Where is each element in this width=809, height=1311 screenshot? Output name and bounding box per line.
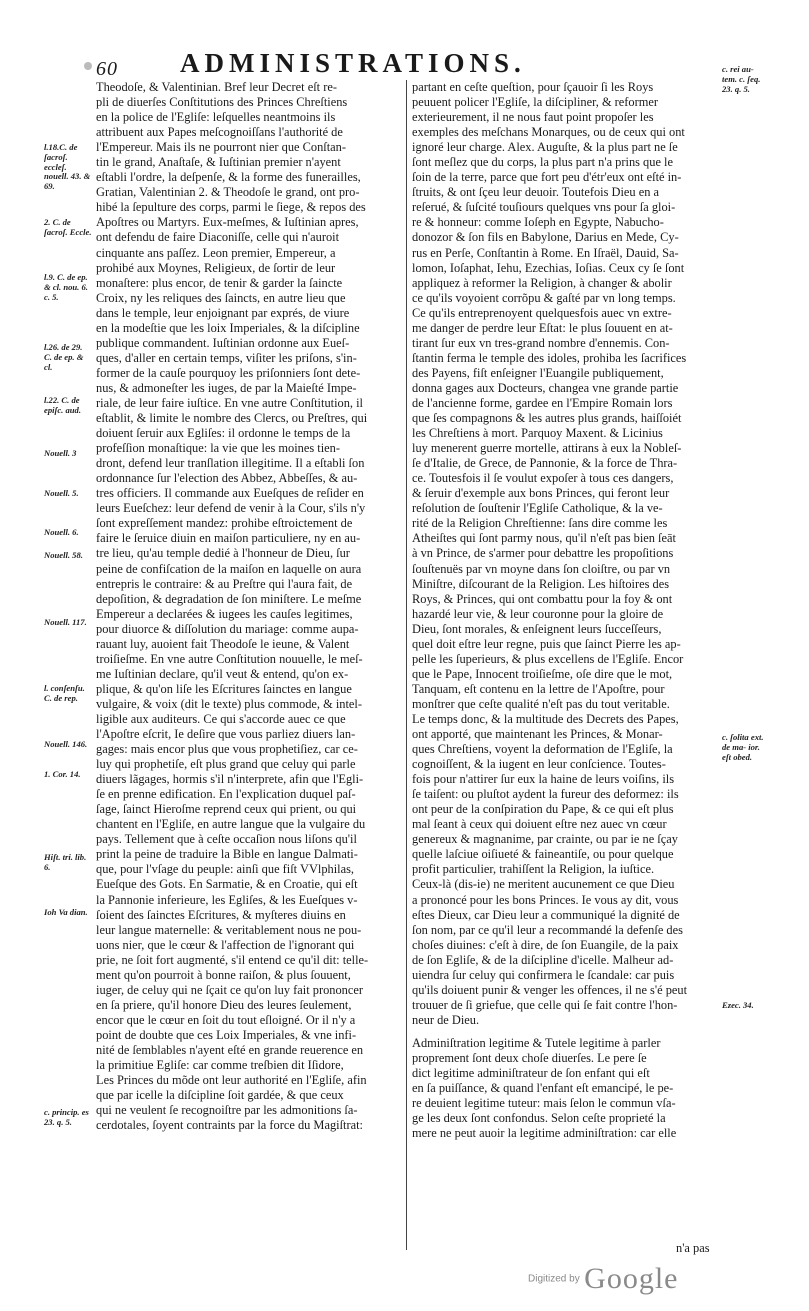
text-line: encor que le cœur en ſoit du tout eſloigné. Or il n'y a: [96, 1012, 356, 1027]
text-line: quel doit eſtre leur regne, puis que ſainct Pierre les ap-: [412, 636, 681, 651]
text-line: re deuient legitime tuteur: mais ſelon le commun vſa-: [412, 1096, 676, 1111]
text-line: ſouſtenuës par vn moyne dans ſon cloiſtre, ou par vn: [412, 561, 671, 576]
catchword: n'a pas: [676, 1241, 710, 1255]
text-line: de ſon Egliſe, & de la diſcipline d'icelle. Malheur ad-: [412, 952, 674, 967]
text-line: les Chreſtiens à mort. Parquoy Maxent. & Licinius: [412, 426, 663, 441]
text-line: peine de confiſcation de la maiſon en laquelle on aura: [96, 561, 362, 576]
text-line: ques, d'aller en certain temps, viſiter les priſons, s'in-: [96, 350, 357, 365]
text-line: que, pour l'vſage du peuple: ainſi que fiſt VVlphilas,: [96, 862, 355, 877]
text-line: cerdotales, ſoyent contraints par la force du Magiſtrat:: [96, 1118, 363, 1133]
text-line: Tanquam, eſt contenu en la lettre de l'Apoſtre, pour: [412, 681, 665, 696]
text-line: re & honneur: comme Ioſeph en Egypte, Nabucho-: [412, 215, 664, 230]
margin-note: c. princip. es 23. q. 5.: [44, 1107, 89, 1127]
text-line: Le temps donc, & la multitude des Decrets des Papes,: [412, 711, 679, 726]
text-line: en ſa puiſſance, & quand l'enfant eſt emancipé, le pe-: [412, 1081, 674, 1096]
text-line: Empereur a declarées & iugees les cauſes legitimes,: [96, 606, 353, 621]
text-line: ordonnance ſur l'election des Abbez, Abbeſſes, & au-: [96, 471, 358, 486]
text-line: leurs Eueſchez: leur defend de venir à la Cour, s'ils n'y: [96, 501, 366, 516]
text-line: Atheiſtes qui ſont parmy nous, qu'il n'eſt pas bien ſeāt: [412, 531, 676, 546]
text-line: me Iuſtinian declare, qu'il veut & entend, qu'on ex-: [96, 666, 349, 681]
text-line: rauant luy, auoient fait Theodoſe le ieune, & Valent: [96, 636, 350, 651]
text-line: leur langue maternelle: & veritablement nous ne pou-: [96, 922, 362, 937]
margin-note: l.18.C. de ſacroſ. eccleſ. nouell. 43. & 69.: [44, 142, 91, 192]
text-line: en ſa priere, qu'il honore Dieu des leures ſeulement,: [96, 997, 352, 1012]
text-line: ſont meſlez que du corps, la plus part n'a prins que le: [412, 155, 673, 170]
margin-note: Nouell. 6.: [44, 527, 79, 537]
text-line: dans le temple, leur enjoignant par exprés, de viure: [96, 305, 350, 320]
text-line: Miniſtre, diſcourant de la Religion. Les hiſtoires des: [412, 576, 670, 591]
google-logo: Google: [584, 1262, 679, 1295]
text-line: ce qu'ils voyoient corrõpu & gaſté par vn long temps.: [412, 290, 676, 305]
text-line: diuers lãgages, hormis s'il n'interprete, afin que l'Egli-: [96, 772, 364, 787]
text-line: que le Pape, Innocent troiſieſme, oſe dire que le mot,: [412, 666, 673, 681]
text-line: pour diuorce & diſſolution du mariage: comme aupa-: [96, 621, 359, 636]
margin-note: Hiſt. tri. lib. 6.: [44, 852, 87, 872]
text-line: hibé la ſepulture des corps, parmi le ſiege, & repos des: [96, 200, 366, 215]
text-line: choſes diuines: c'eſt à dire, de ſon Euangile, de la paix: [412, 937, 679, 952]
text-line: donozor & ſon fils en Babylone, Darius en Mede, Cy-: [412, 230, 679, 245]
text-line: point de doubte que ces Loix Imperiales, & vne infi-: [96, 1027, 357, 1042]
text-line: nité de ſemblables n'ayent eſté en grande reuerence en: [96, 1043, 364, 1057]
right-text-column: [412, 80, 718, 1141]
text-line: mal ſeant à ceux qui doiuent eſtre nez auec vn cœur: [412, 817, 667, 832]
text-line: pli de diuerſes Conſtitutions des Princes Chreſtiens: [96, 95, 348, 110]
margin-note: Nouell. 5.: [44, 488, 79, 498]
text-line: qu'ils doiuent punir & venger les offences, il ne s'é peut: [412, 982, 688, 997]
margin-note: 1. Cor. 14.: [44, 769, 81, 779]
text-line: ſe en prenne edification. En l'explication duquel paſ-: [96, 787, 356, 802]
text-line: ques Chreſtiens, voyent la deformation de l'Egliſe, la: [412, 742, 673, 757]
text-line: ſe taiſent: ou pluſtot aydent la fureur des deformez: ils: [412, 787, 679, 802]
text-line: Theodoſe, & Valentinian. Bref leur Decret eſt re-: [96, 80, 337, 94]
text-line: a prononcé pour les bons Princes. Ie vous ay dit, vous: [412, 892, 679, 907]
margin-note: c. ſolita ext. de ma- ior. eſt obed.: [722, 732, 764, 762]
text-line: pays. Tellement que à ceſte occaſion nous liſons qu'il: [96, 832, 357, 847]
text-line: print la peine de traduire la Bible en langue Dalmati-: [96, 847, 358, 862]
page-number: 60: [96, 58, 118, 80]
text-line: rité de la Religion Chreſtienne: ſans dire comme les: [412, 516, 668, 531]
text-line: que par icelle la diſcipline ſoit gardée, & que ceux: [96, 1088, 344, 1103]
text-line: que ſes compagnons & les autres plus grands, haiſſoiét: [412, 411, 682, 426]
text-line: la primitiue Egliſe: car comme treſbien dit Iſidore,: [96, 1058, 344, 1073]
text-line: plique, & qu'on liſe les Eſcritures ſainctes en langue: [96, 681, 352, 696]
text-line: en la modeſtie que les loix Imperiales, & la diſcipline: [96, 320, 360, 335]
paragraph-gap: [412, 1028, 718, 1036]
text-line: Roys, & Princes, qui ont combattu pour la foy & ont: [412, 591, 673, 606]
text-line: chantent en l'Egliſe, en autre langue que la vulgaire du: [96, 817, 366, 832]
text-line: ſont expreſſement mandez: prohibe eſtroictement de: [96, 516, 353, 531]
margin-note: l.26. de 29. C. de ep. & cl.: [44, 342, 84, 372]
text-line: en la police de l'Egliſe: leſquelles neantmoins ils: [96, 110, 336, 125]
margin-note: Nouell. 58.: [44, 550, 83, 560]
text-line: ſtantin ferma le temple des idoles, prohiba les ſacrifices: [412, 350, 687, 365]
margin-note: 2. C. de ſacroſ. Eccle.: [44, 217, 92, 237]
text-line: tirant ſur eux vn tres-grand nombre d'ennemis. Con-: [412, 335, 670, 350]
text-line: uiendra ſur celuy qui confirmera le ſcandale: car puis: [412, 967, 675, 982]
text-line: peuuent policer l'Egliſe, la diſcipliner, & reformer: [412, 95, 659, 110]
text-line: ont defendu de faire Diaconiſſe, celle qui n'auroit: [96, 230, 340, 245]
text-line: lomon, Ioſaphat, Iehu, Ezechias, Ioſias. Ceux cy ſe ſont: [412, 260, 685, 275]
text-line: riale, de leur faire iuſtice. En vne autre Conſtitution, il: [96, 395, 363, 410]
text-line: ſoient des ſainctes Eſcritures, & myſteres diuins en: [96, 907, 346, 922]
text-line: ſe d'Italie, de Grece, de Pannonie, & la force de Thra-: [412, 456, 678, 471]
text-line: neur de Dieu.: [412, 1012, 480, 1027]
text-line: trouuer de ſi griefue, que celle qui ſe fait contre l'hon-: [412, 997, 678, 1012]
watermark-prefix: Digitized by: [528, 1273, 580, 1285]
text-line: hazardé leur vie, & leur couronne pour la gloire de: [412, 606, 664, 621]
text-line: cognoiſſent, & la iugent en leur conſcience. Toutes-: [412, 757, 666, 772]
text-line: dict legitime adminiſtrateur de ſon enfant qui eſt: [412, 1066, 650, 1081]
text-line: ont apporté, que maintenant les Princes, & Monar-: [412, 727, 663, 742]
text-line: genereux & magnanime, par crainte, ou par ie ne ſçay: [412, 832, 678, 847]
text-line: profeſſion monaſtique: la vie que les moines tien-: [96, 441, 340, 456]
text-line: Ceux-là (dis-ie) ne meritent aucunement ce que Dieu: [412, 877, 675, 892]
text-line: Les Princes du mõde ont leur authorité en l'Egliſe, afin: [96, 1073, 367, 1088]
text-line: monaſtere: plus encor, de tenir & garder la ſaincte: [96, 275, 343, 290]
text-line: fois pour n'attirer ſur eux la haine de leurs voiſins, ils: [412, 772, 675, 787]
margin-note: l.9. C. de ep. & cl. nou. 6. c. 5.: [44, 272, 88, 302]
column-divider: [406, 80, 407, 1250]
text-line: ſon nom, par ce qu'il leur a recommandé la defenſe des: [412, 922, 683, 937]
text-line: Gratian, Valentinian 2. & Theodoſe le grand, ont pro-: [96, 185, 360, 200]
text-line: ignoré leur charge. Alex. Auguſte, & la plus part ne ſe: [412, 140, 678, 155]
text-line: entrepris le contraire: & au Preſtre qui l'aura fait, de: [96, 576, 353, 591]
text-line: des Payens, fiſt enſeigner l'Euangile publiquement,: [412, 365, 664, 380]
margin-note: Nouell. 117.: [44, 617, 87, 627]
running-title: ADMINISTRATIONS.: [180, 48, 526, 78]
left-text-column: [96, 80, 403, 1133]
text-line: Apoſtres ou Martyrs. Eux-meſmes, & Iuſtinian apres,: [96, 215, 359, 230]
text-line: doiuent ſeruir aux Egliſes: il ordonne le temps de la: [96, 426, 351, 441]
text-line: & ſeruir d'exemple aux bons Princes, qui feront leur: [412, 486, 670, 501]
text-line: iuger, de celuy qui ne ſçait ce qu'on luy fait prononcer: [96, 982, 364, 997]
text-line: prohibé aux Moynes, Religieux, de ſortir de leur: [96, 260, 336, 275]
text-line: ont peur de la conſpiration du Pape, & ce qui eſt plus: [412, 802, 674, 817]
text-line: proprement ſont deux choſe diuerſes. Le pere ſe: [412, 1051, 647, 1065]
text-line: ge les deux ſont confondus. Selon ceſte proprieté la: [412, 1111, 666, 1126]
margin-note: Ezec. 34.: [722, 1000, 754, 1010]
text-line: reſolution de ſouſtenir l'Egliſe Catholique, & la ve-: [412, 501, 663, 516]
text-line: exemples des meſchans Monarques, ou de ceux qui ont: [412, 125, 685, 140]
text-line: publique commandent. Iuſtinian ordonne aux Eueſ-: [96, 335, 350, 350]
text-line: gages: mais encor plus que vous prophetiſiez, car ce-: [96, 742, 358, 757]
text-line: ſtruits, & ont ſçeu leur deuoir. Toutefois Dieu en a: [412, 185, 660, 200]
text-line: dront, defend leur tranſlation illegitime. Il a eſtabli ſon: [96, 456, 365, 471]
text-line: Adminiſtration legitime & Tutele legitime à parler: [412, 1035, 661, 1050]
text-line: à vn Prince, de s'armer pour debattre les propoſitions: [412, 546, 674, 561]
text-line: ſoin de la terre, parce que fort peu d'étr'eux ont eſté in-: [412, 170, 682, 185]
text-line: tres officiers. Il commande aux Eueſques de reſider en: [96, 486, 364, 501]
text-line: ment qu'on pourroit à bonne raiſon, & plus ſouuent,: [96, 967, 351, 982]
text-line: depoſition, & degradation de ſon miniſtere. Le meſme: [96, 591, 362, 606]
text-line: prie, ne ſoit fort augmenté, s'il entend ce qu'il dit: telle-: [96, 952, 369, 967]
text-line: luy menerent guerre mortelle, attirans à eux la Nobleſ-: [412, 441, 682, 456]
text-line: appliquez à reformer la Religion, à changer & abolir: [412, 275, 672, 290]
text-line: eſtablit, & limite le nombre des Clercs, ou Preſtres, qui: [96, 411, 368, 426]
text-line: quelle laſciue oiſiueté & faineantiſe, ou pour quelque: [412, 847, 674, 862]
text-line: monſtrer que ceſte qualité n'eſt pas du tout veritable.: [412, 696, 670, 711]
text-line: uons nier, que le cœur & l'affection de l'ignorant qui: [96, 937, 355, 952]
text-line: faire le ſeruice diuin en maiſon particuliere, ny en au-: [96, 531, 361, 546]
text-line: cinquante ans paſſez. Leon premier, Empereur, a: [96, 245, 336, 260]
text-line: donna gages aux Docteurs, changea vne grande partie: [412, 380, 679, 395]
digitized-watermark: [528, 1262, 678, 1296]
text-line: l'Apoſtre eſcrit, Ie deſire que vous parliez diuers lan-: [96, 727, 356, 742]
text-line: reſerué, & ſuſcité touſiours quelques vns pour ſa gloi-: [412, 200, 676, 215]
text-line: exterieurement, il ne nous faut point propoſer les: [412, 110, 654, 125]
text-line: nus, & admoneſter les iuges, de par la Maieſté Impe-: [96, 380, 357, 395]
margin-note: l.22. C. de epiſc. aud.: [44, 395, 81, 415]
text-line: Ce qu'ils entreprenoyent quelquesfois auec vn extre-: [412, 305, 672, 320]
text-line: l'Empereur. Mais ils ne pourront nier que Conſtan-: [96, 140, 346, 155]
text-line: ſage, ſainct Hieroſme reprend ceux qui prient, ou qui: [96, 802, 357, 817]
margin-note: c. rei au- tem. c. ſeq. 23. q. 5.: [722, 64, 761, 94]
text-line: Dieu, ſont morales, & enſeignent leurs ſucceſſeurs,: [412, 621, 662, 636]
margin-note: l. conſenſu. C. de rep.: [44, 683, 85, 703]
text-line: mere ne peut auoir la legitime adminiſtration: car elle: [412, 1126, 677, 1141]
text-line: vulgaire, & voix (dit le texte) plus commode, & intel-: [96, 696, 362, 711]
margin-note: Nouell. 3: [44, 448, 77, 458]
text-line: luy qui prophetiſe, eſt plus grand que celuy qui parle: [96, 757, 356, 772]
text-line: rus en Perſe, Conſtantin à Rome. En Iſraël, Dauid, Sa-: [412, 245, 679, 260]
text-line: eſtabli l'ordre, la deſpenſe, & la forme des funerailles,: [96, 170, 361, 185]
text-line: ce. Toutesfois il ſe voulut expoſer à tous ces dangers,: [412, 471, 674, 486]
text-line: tre lieu, qu'au temple dedié à l'honneur de Dieu, ſur: [96, 546, 350, 561]
margin-note: Nouell. 146.: [44, 739, 88, 749]
text-line: la Pannonie inferieure, les Egliſes, & les Eueſques v-: [96, 892, 358, 907]
margin-note: Ioh Va dian.: [44, 907, 88, 917]
text-line: me danger de perdre leur Eſtat: le plus ſouuent en at-: [412, 320, 673, 335]
text-line: profit particulier, trahiſſent la Religion, la iuſtice.: [412, 862, 655, 877]
text-line: qui ne veulent ſe recognoiſtre par les admonitions ſa-: [96, 1103, 358, 1118]
text-line: Eueſque des Gots. En Sarmatie, & en Croatie, qui eſt: [96, 877, 358, 892]
text-line: tin le grand, Anaſtaſe, & Iuſtinian premier n'ayent: [96, 155, 341, 170]
text-line: attribuent aux Papes meſcognoiſſans l'authorité de: [96, 125, 343, 140]
text-line: troiſieſme. En vne autre Conſtitution nouuelle, le meſ-: [96, 651, 363, 666]
text-line: former de la cauſe pourquoy les priſonniers ſont dete-: [96, 365, 361, 380]
text-line: eſtes Dieux, car Dieu leur a communiqué la dignité de: [412, 907, 680, 922]
text-line: ligible aux auditeurs. Ce qui s'accorde auec ce que: [96, 711, 346, 726]
text-line: partant en ceſte queſtion, pour ſçauoir ſi les Roys: [412, 80, 654, 94]
text-line: pelle les ſuperieurs, & plus excellens de l'Egliſe. Encor: [412, 651, 684, 666]
text-line: Croix, ny les reliques des ſaincts, en autre lieu que: [96, 290, 346, 305]
paper-stain: [84, 62, 92, 70]
text-line: de l'ancienne forme, gardee en l'Empire Romain lors: [412, 395, 673, 410]
